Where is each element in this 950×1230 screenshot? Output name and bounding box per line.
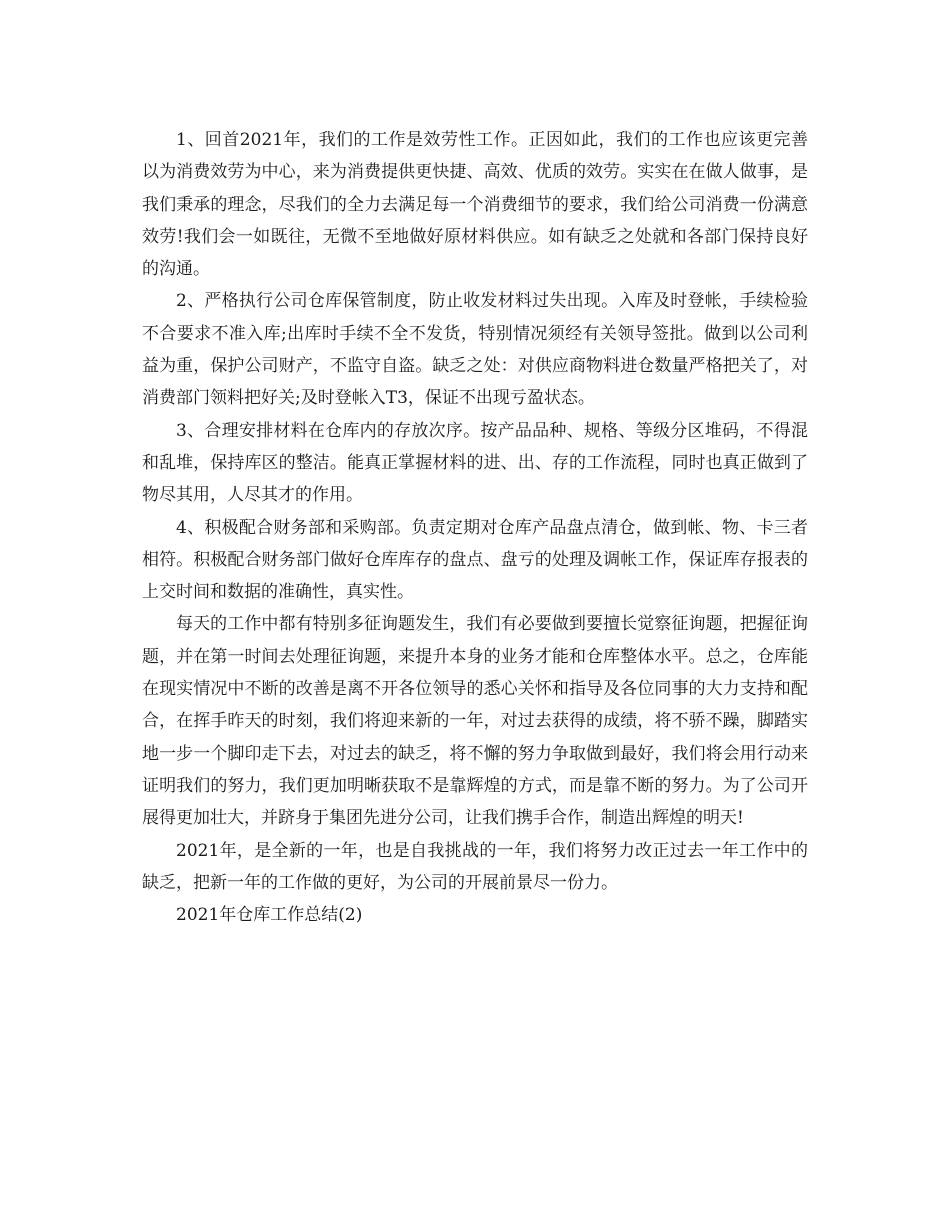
paragraph-2: 2、严格执行公司仓库保管制度，防止收发材料过失出现。入库及时登帐，手续检验不合要求不准入库;出库时手续不全不发货，特别情况须经有关领导签批。做到以公司利益为重，保护公司财产，不监守自盗。缺乏之处：对供应商物料进仓数量严格把关了，对消费部门领料把好关;及时登帐入T3，保证不出现亏盈状态。 <box>142 291 808 409</box>
document-body <box>142 124 808 931</box>
paragraph-1: 1、回首2021年，我们的工作是效劳性工作。正因如此，我们的工作也应该更完善以为消费效劳为中心，来为消费提供更快捷、高效、优质的效劳。实实在在做人做事，是我们秉承的理念，尽我们的全力去满足每一个消费细节的要求，我们给公司消费一份满意效劳!我们会一如既往，无微不至地做好原材料供应。如有缺乏之处就和各部门保持良好的沟通。 <box>142 130 808 280</box>
paragraph-6: 2021年，是全新的一年，也是自我挑战的一年，我们将努力改正过去一年工作中的缺乏，把新一年的工作做的更好，为公司的开展前景尽一份力。 <box>142 840 808 893</box>
paragraph-5: 每天的工作中都有特别多征询题发生，我们有必要做到要擅长觉察征询题，把握征询题，并在第一时间去处理征询题，来提升本身的业务才能和仓库整体水平。总之，仓库能在现实情况中不断的改善是离不开各位领导的悉心关怀和指导及各位同事的大力支持和配合，在挥手昨天的时刻，我们将迎来新的一年，对过去获得的成绩，将不骄不躁，脚踏实地一步一个脚印走下去，对过去的缺乏，将不懈的努力争取做到最好，我们将会用行动来证明我们的努力，我们更加明晰获取不是靠辉煌的方式，而是靠不断的努力。为了公司开展得更加壮大，并跻身于集团先进分公司，让我们携手合作，制造出辉煌的明天! <box>142 614 808 829</box>
paragraph-4: 4、积极配合财务部和采购部。负责定期对仓库产品盘点清仓，做到帐、物、卡三者相符。积极配合财务部门做好仓库库存的盘点、盘亏的处理及调帐工作，保证库存报表的上交时间和数据的准确性，真实性。 <box>142 517 808 603</box>
section-heading: 2021年仓库工作总结(2) <box>176 905 363 926</box>
paragraph-3: 3、合理安排材料在仓库内的存放次序。按产品品种、规格、等级分区堆码，不得混和乱堆，保持库区的整洁。能真正掌握材料的进、出、存的工作流程，同时也真正做到了物尽其用，人尽其才的作用。 <box>142 420 808 506</box>
